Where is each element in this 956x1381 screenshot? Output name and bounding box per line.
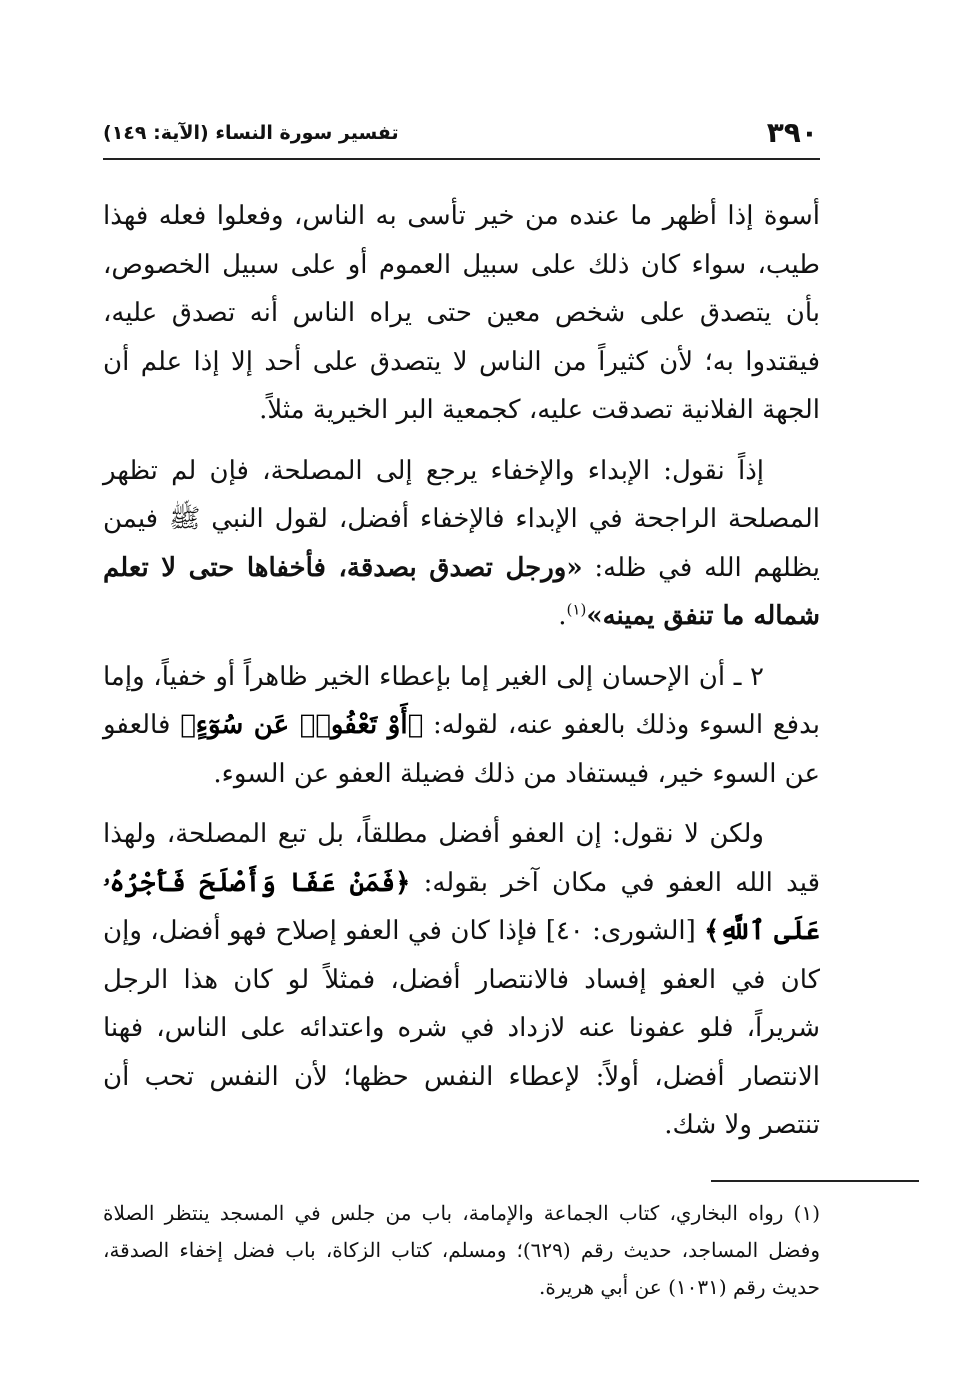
paragraph-1-text: أسوة إذا أظهر ما عنده من خير تأسى به الناس، وفعلوا فعله فهذا طيب، سواء كان ذلك على سبيل العموم أو على سبيل الخصوص، بأن يتصدق على شخص معين حتى يراه الناس أنه تصدق عليه، فيقتدوا به؛ لأن كثيراً من الناس لا يتصدق على أحد إلا إذا علم أن الجهة الفلانية تصدقت عليه، كجمعية البر الخيرية مثلاً. xyxy=(103,201,820,425)
page-header xyxy=(103,110,820,160)
paragraph-3 xyxy=(103,653,820,799)
book-page xyxy=(103,110,820,1370)
running-title: تفسير سورة النساء (الآية: ١٤٩) xyxy=(103,122,399,144)
footnote-divider xyxy=(711,1180,919,1182)
paragraph-4-text: ولكن لا نقول: إن العفو أفضل مطلقاً، بل تبع المصلحة، ولهذا قيد الله العفو في مكان آخر بقوله: xyxy=(103,819,821,898)
quran-verse-2: ﴿فَمَنْ عَفَا وَأَصْلَحَ فَأَجْرُهُۥ عَلَى ٱللَّهِ﴾ xyxy=(103,867,820,946)
paragraph-1 xyxy=(103,192,820,435)
footnotes xyxy=(103,1195,820,1306)
page-number: ٣٩٠ xyxy=(766,116,818,149)
paragraph-3-text: ٢ ـ أن الإحسان إلى الغير إما بإعطاء الخير ظاهراً أو خفياً، وإما بدفع السوء وذلك بالعفو عنه، لقوله: xyxy=(103,661,820,740)
paragraph-4-end: [الشورى: ٤٠] فإذا كان في العفو إصلاح فهو أفضل، وإن كان في العفو إفساد فالانتصار أفضل، فمثلاً لو كان هذا الرجل شريراً، فلو عفونا عنه لازداد في شره واعتدائه على الناس، فهنا الانتصار أفضل، أولاً: لإعطاء النفس حظها؛ لأن النفس تحب أن تنتصر ولا شك. xyxy=(103,916,820,1140)
paragraph-2-text: إذاً نقول: الإبداء والإخفاء يرجع إلى المصلحة، فإن لم تظهر المصلحة الراجحة في الإبداء فالإخفاء أفضل، لقول النبي ﷺ فيمن يظلهم الله في ظله: xyxy=(103,455,821,583)
hadith-quote: «ورجل تصدق بصدقة، فأخفاها حتى لا تعلم شماله ما تنفق يمينه» xyxy=(103,552,820,631)
body-text xyxy=(103,192,820,1150)
paragraph-3-end: فالعفو عن السوء خير، فيستفاد من ذلك فضيلة العفو عن السوء. xyxy=(103,710,820,789)
paragraph-2 xyxy=(103,447,820,641)
footnote-1: (١) رواه البخاري، كتاب الجماعة والإمامة، باب من جلس في المسجد ينتظر الصلاة وفضل المساجد، حديث رقم (٦٢٩)؛ ومسلم، كتاب الزكاة، باب فضل إخفاء الصدقة، حديث رقم (١٠٣١) عن أبي هريرة. xyxy=(103,1201,820,1299)
paragraph-2-end: . xyxy=(558,601,567,631)
footnote-reference: (١) xyxy=(566,600,587,619)
quran-verse: ﴿أَوْ تَعْفُوا۟ عَن سُوٓءٍ﴾ xyxy=(180,710,424,740)
paragraph-4 xyxy=(103,810,820,1150)
